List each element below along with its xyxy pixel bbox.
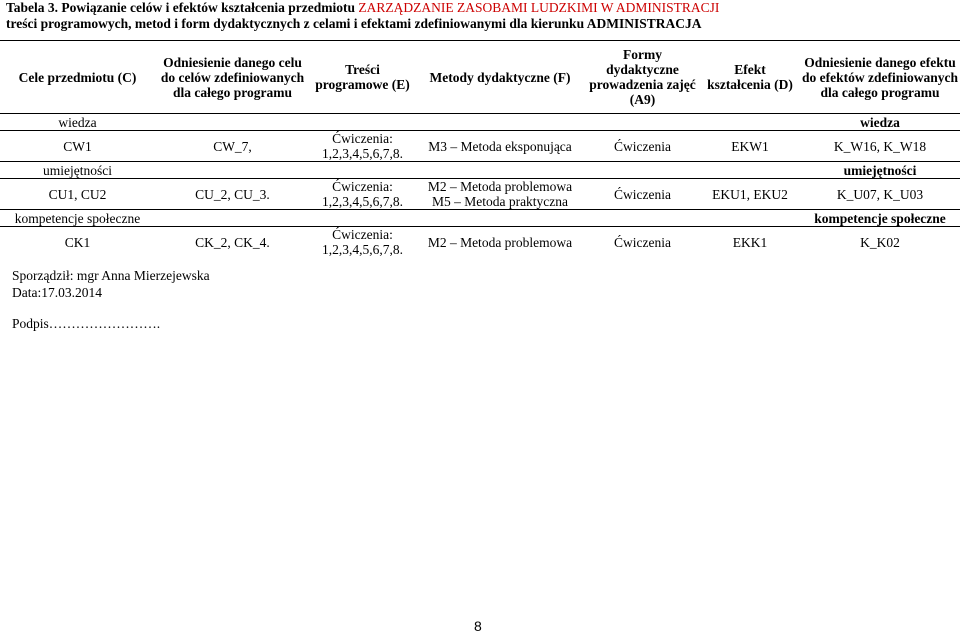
metody-cell (415, 227, 585, 258)
tresci-values: 1,2,3,4,5,6,7,8. (322, 194, 403, 209)
formy-cell: Ćwiczenia (585, 131, 700, 162)
section-label-right: wiedza (800, 114, 960, 131)
odniesienie-efektu-cell: K_W16, K_W18 (800, 131, 960, 162)
odniesienie-celu-cell: CW_7, (155, 131, 310, 162)
section-label-right: kompetencje społeczne (800, 210, 960, 227)
table-row (0, 227, 960, 258)
header-efekt: Efekt kształcenia (D) (700, 41, 800, 114)
signature-line: Podpis……………………. (12, 316, 161, 331)
formy-cell: Ćwiczenia (585, 179, 700, 210)
section-label-right: umiejętności (800, 162, 960, 179)
caption-line2: treści programowych, metod i form dydaktycznych z celami i efektami zdefiniowanymi dla kierunku ADMINISTRACJA (6, 16, 702, 31)
efekt-cell: EKW1 (700, 131, 800, 162)
odniesienie-celu-cell: CK_2, CK_4. (155, 227, 310, 258)
cel-cell: CK1 (0, 227, 155, 258)
section-row-wiedza (0, 114, 960, 131)
tresci-cell (310, 179, 415, 210)
tresci-label: Ćwiczenia: (332, 227, 393, 242)
formy-cell: Ćwiczenia (585, 227, 700, 258)
relations-table (0, 40, 960, 257)
odniesienie-efektu-cell: K_U07, K_U03 (800, 179, 960, 210)
caption-subject: ZARZĄDZANIE ZASOBAMI LUDZKIMI W ADMINISTRACJI (358, 0, 720, 15)
tresci-label: Ćwiczenia: (332, 179, 393, 194)
efekt-cell: EKK1 (700, 227, 800, 258)
section-label: wiedza (0, 114, 155, 131)
section-label: kompetencje społeczne (0, 210, 155, 227)
section-label: umiejętności (0, 162, 155, 179)
header-tresci: Treści programowe (E) (310, 41, 415, 114)
metoda-item: M2 – Metoda problemowa (427, 179, 573, 194)
metody-cell (415, 131, 585, 162)
efekt-cell: EKU1, EKU2 (700, 179, 800, 210)
header-odniesienie-efektu: Odniesienie danego efektu do efektów zdefiniowanych dla całego programu (800, 41, 960, 114)
section-row-umiejetnosci (0, 162, 960, 179)
date-line: Data:17.03.2014 (12, 285, 102, 300)
tresci-values: 1,2,3,4,5,6,7,8. (322, 146, 403, 161)
tresci-cell (310, 131, 415, 162)
table-row (0, 179, 960, 210)
header-row (0, 41, 960, 114)
metody-cell (415, 179, 585, 210)
metoda-item: M3 – Metoda eksponująca (428, 138, 572, 154)
metoda-item: M5 – Metoda praktyczna (431, 194, 569, 209)
tresci-values: 1,2,3,4,5,6,7,8. (322, 242, 403, 257)
table-caption (6, 0, 956, 32)
metoda-item: M2 – Metoda problemowa (427, 234, 573, 250)
tresci-cell (310, 227, 415, 258)
odniesienie-celu-cell: CU_2, CU_3. (155, 179, 310, 210)
header-cele: Cele przedmiotu (C) (0, 41, 155, 114)
header-formy: Formy dydaktyczne prowadzenia zajęć (A9) (585, 41, 700, 114)
page-number: 8 (474, 618, 482, 634)
table-row (0, 131, 960, 162)
cel-cell: CW1 (0, 131, 155, 162)
author-line: Sporządził: mgr Anna Mierzejewska (12, 268, 210, 283)
section-row-kompetencje (0, 210, 960, 227)
header-metody: Metody dydaktyczne (F) (415, 41, 585, 114)
header-odniesienie-celu: Odniesienie danego celu do celów zdefiniowanych dla całego programu (155, 41, 310, 114)
odniesienie-efektu-cell: K_K02 (800, 227, 960, 258)
cel-cell: CU1, CU2 (0, 179, 155, 210)
tresci-label: Ćwiczenia: (332, 131, 393, 146)
caption-prefix: Tabela 3. Powiązanie celów i efektów kształcenia przedmiotu (6, 0, 359, 15)
